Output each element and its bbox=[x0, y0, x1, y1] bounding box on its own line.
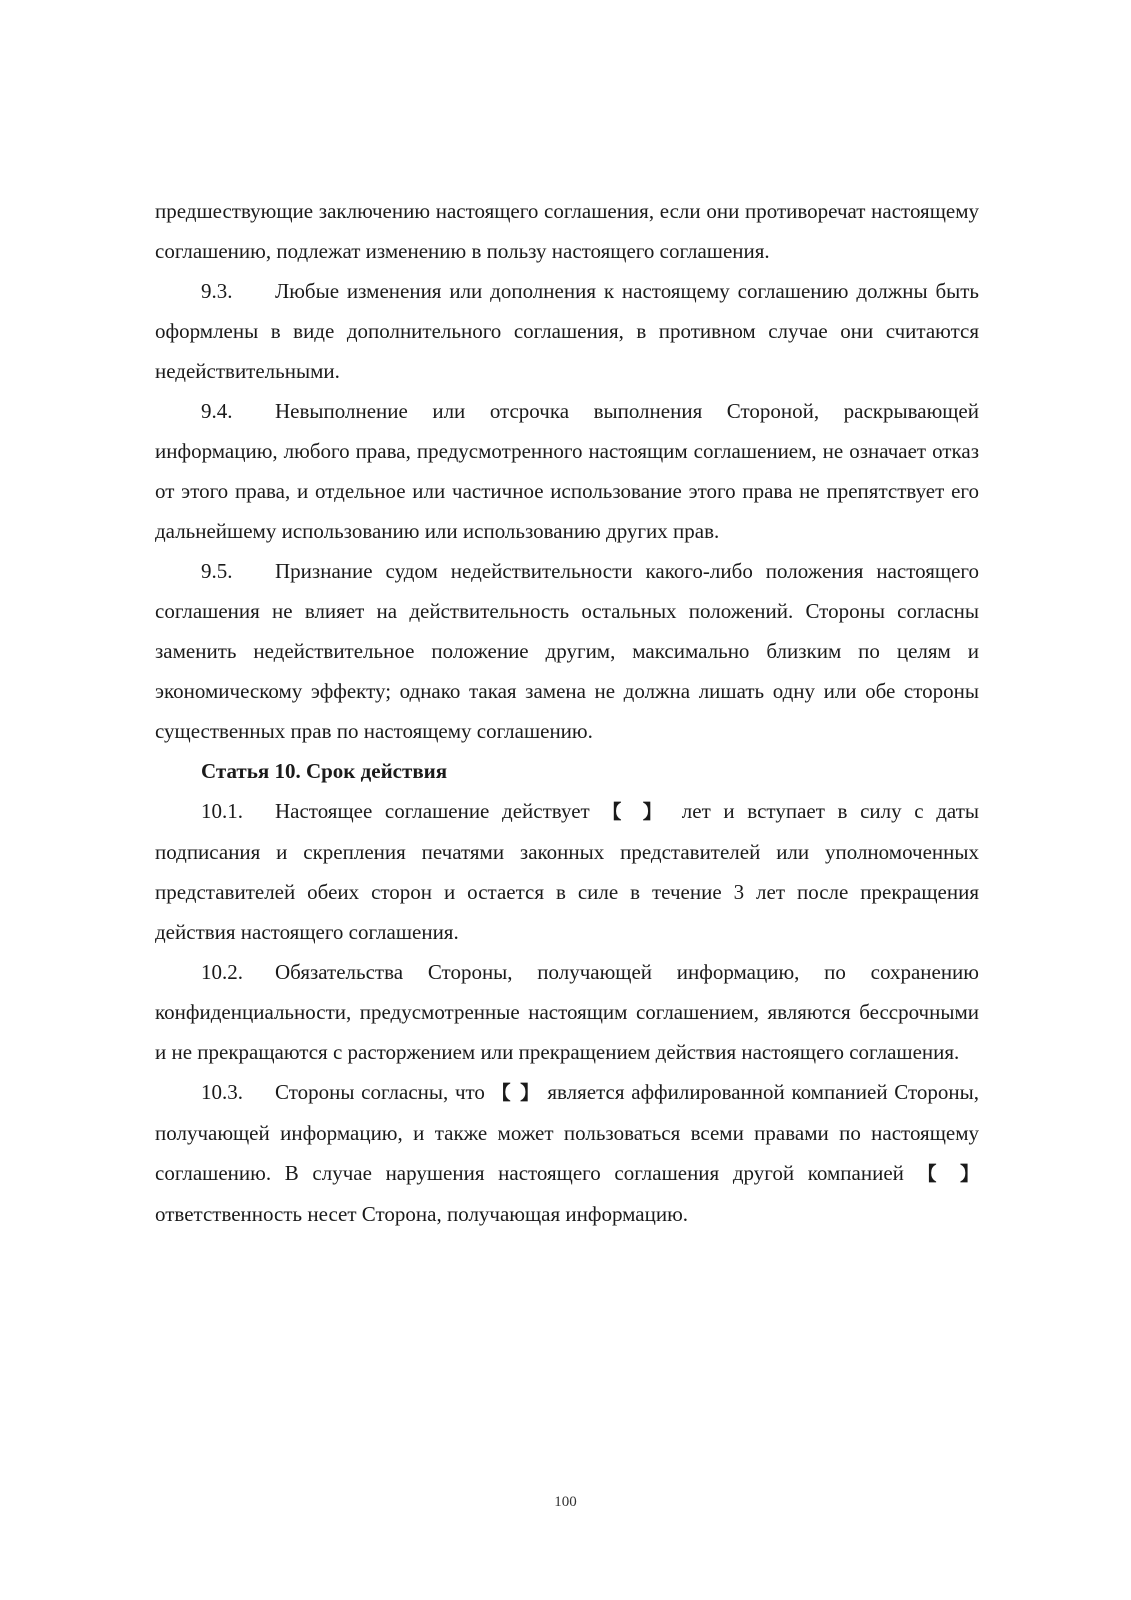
paragraph-text: ответственность несет Сторона, получающая информацию. bbox=[155, 1202, 689, 1226]
blank-placeholder: 【 】 bbox=[917, 1163, 979, 1185]
clause-number: 9.3. bbox=[201, 279, 233, 303]
clause-number: 9.5. bbox=[201, 559, 233, 583]
paragraph-9-3 bbox=[155, 271, 979, 391]
paragraph-10-2 bbox=[155, 952, 979, 1072]
paragraph-text: лет и вступает в силу с даты подписания и скрепления печатями законных представителей или уполномоченных представителей обеих сторон и остается в силе в течение 3 лет после прекращения действия настоящего соглашения. bbox=[155, 799, 979, 944]
clause-number: 9.4. bbox=[201, 399, 233, 423]
paragraph-9-5 bbox=[155, 551, 979, 751]
page-number: 100 bbox=[554, 1494, 577, 1510]
clause-number: 10.2. bbox=[201, 960, 243, 984]
paragraph-10-1 bbox=[155, 791, 979, 952]
paragraph-text: Настоящее соглашение действует bbox=[275, 799, 603, 823]
paragraph-text: Обязательства Стороны, получающей информацию, по сохранению конфиденциальности, предусмотренные настоящим соглашением, являются бессрочными и не прекращаются с расторжением или прекращением действия настоящего соглашения. bbox=[155, 960, 979, 1064]
paragraph-text: является аффилированной компанией Стороны, получающей информацию, и также может пользоваться всеми правами по настоящему соглашению. В случае нарушения настоящего соглашения другой компанией bbox=[155, 1080, 979, 1185]
document-body bbox=[155, 191, 979, 1234]
paragraph-10-3 bbox=[155, 1072, 979, 1234]
paragraph-text: Любые изменения или дополнения к настоящему соглашению должны быть оформлены в виде дополнительного соглашения, в противном случае они считаются недействительными. bbox=[155, 279, 979, 383]
paragraph-text: предшествующие заключению настоящего соглашения, если они противоречат настоящему соглашению, подлежат изменению в пользу настоящего соглашения. bbox=[155, 199, 979, 263]
paragraph-continuation bbox=[155, 191, 979, 271]
paragraph-text: Невыполнение или отсрочка выполнения Стороной, раскрывающей информацию, любого права, предусмотренного настоящим соглашением, не означает отказ от этого права, и отдельное или частичное использование этого права не препятствует его дальнейшему использованию или использованию других прав. bbox=[155, 399, 979, 543]
blank-placeholder: 【 】 bbox=[491, 1082, 541, 1104]
paragraph-text: Признание судом недействительности какого-либо положения настоящего соглашения не влияет на действительность остальных положений. Стороны согласны заменить недействительное положение другим, максимально близким по целям и экономическому эффекту; однако такая замена не должна лишать одну или обе стороны существенных прав по настоящему соглашению. bbox=[155, 559, 979, 743]
blank-placeholder: 【 】 bbox=[602, 801, 670, 823]
paragraph-text: Стороны согласны, что bbox=[275, 1080, 492, 1104]
clause-number: 10.3. bbox=[201, 1080, 243, 1104]
clause-number: 10.1. bbox=[201, 799, 243, 823]
article-heading: Статья 10. Срок действия bbox=[201, 759, 448, 783]
paragraph-9-4 bbox=[155, 391, 979, 551]
